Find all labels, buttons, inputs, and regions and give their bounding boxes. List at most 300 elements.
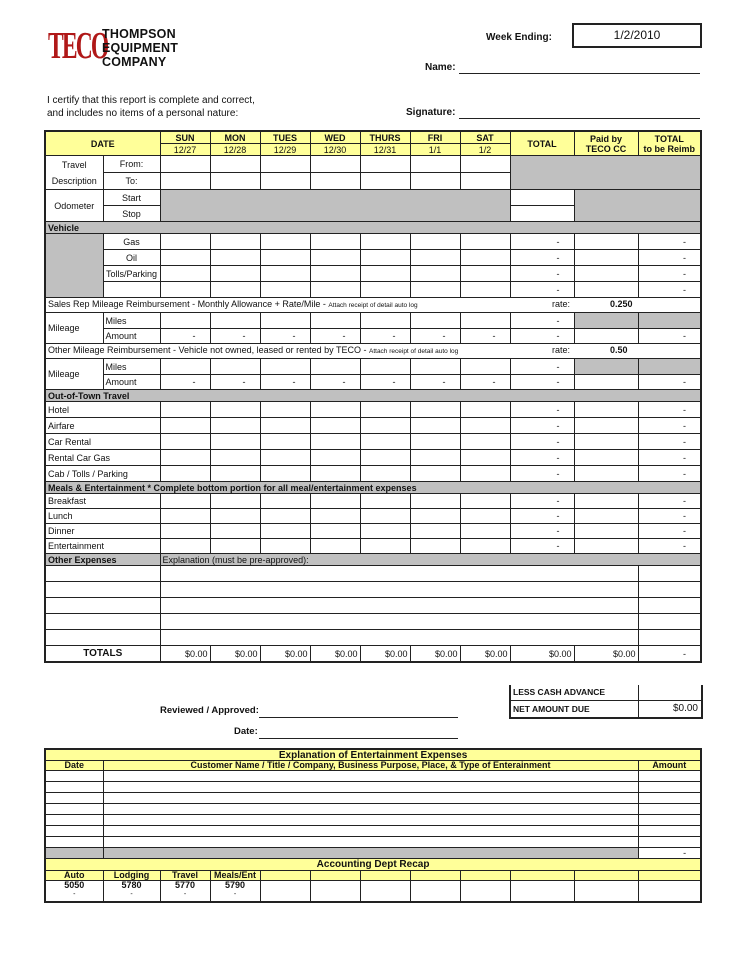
recap-header [638, 871, 701, 881]
input-cell[interactable] [310, 156, 360, 173]
input-cell[interactable] [638, 837, 701, 848]
from-label: From: [103, 156, 160, 173]
shaded-cell [574, 359, 638, 375]
input-cell[interactable] [460, 234, 510, 250]
input-cell[interactable] [210, 402, 260, 418]
entertainment-total: - [638, 848, 701, 859]
input-cell[interactable] [360, 466, 410, 482]
shaded-cell [45, 848, 103, 859]
total-value: - [510, 234, 574, 250]
entertainment-row [45, 793, 701, 804]
expense-row [45, 402, 701, 418]
input-cell[interactable] [410, 250, 460, 266]
reviewed-label: Reviewed / Approved: [160, 705, 259, 716]
expense-row [45, 466, 701, 482]
input-cell[interactable] [574, 539, 638, 554]
computed-value: - [210, 375, 260, 390]
input-cell[interactable] [210, 494, 260, 509]
input-cell[interactable] [210, 418, 260, 434]
reimb-value: - [638, 418, 701, 434]
explanation-input[interactable] [160, 614, 638, 630]
input-cell[interactable] [360, 509, 410, 524]
input-cell[interactable] [310, 234, 360, 250]
input-cell[interactable] [638, 598, 701, 614]
miles-row [45, 359, 701, 375]
input-cell[interactable] [310, 282, 360, 298]
input-cell[interactable] [45, 598, 160, 614]
input-cell[interactable] [574, 250, 638, 266]
grand-total: $0.00 [510, 646, 574, 663]
input-cell[interactable] [360, 402, 410, 418]
input-cell[interactable] [410, 359, 460, 375]
date-cell: 1/2 [460, 144, 510, 156]
recap-header [310, 871, 360, 881]
input-cell[interactable] [160, 450, 210, 466]
reimb-value: - [638, 450, 701, 466]
day-header: MON [210, 131, 260, 144]
input-cell[interactable] [460, 509, 510, 524]
total-value: - [510, 434, 574, 450]
input-cell[interactable] [45, 793, 103, 804]
recap-row [45, 881, 701, 903]
section-row [45, 222, 701, 234]
title-row [45, 859, 701, 871]
input-cell[interactable] [160, 539, 210, 554]
input-cell[interactable] [410, 418, 460, 434]
input-cell[interactable] [310, 250, 360, 266]
input-cell[interactable] [160, 509, 210, 524]
input-cell[interactable] [310, 402, 360, 418]
computed-value: - [460, 375, 510, 390]
mileage-label: Mileage [45, 359, 103, 390]
input-cell[interactable] [310, 359, 360, 375]
input-cell[interactable] [574, 524, 638, 539]
input-cell[interactable] [160, 313, 210, 329]
review-date-field[interactable] [259, 724, 458, 739]
totals-row [45, 646, 701, 663]
input-cell[interactable] [210, 509, 260, 524]
reimb-header-line: to be Reimb [643, 143, 695, 154]
input-cell[interactable] [460, 418, 510, 434]
input-cell[interactable] [574, 434, 638, 450]
name-field[interactable] [459, 59, 700, 74]
reviewed-field[interactable] [259, 703, 458, 718]
day-header: SAT [460, 131, 510, 144]
input-cell[interactable] [574, 466, 638, 482]
input-cell[interactable] [210, 539, 260, 554]
vehicle-section-header: Vehicle [45, 222, 701, 234]
input-cell[interactable] [574, 329, 638, 344]
input-cell[interactable] [45, 782, 103, 793]
input-cell[interactable] [638, 614, 701, 630]
input-cell[interactable] [460, 881, 510, 903]
recap-cell [103, 881, 160, 903]
amount-row [45, 375, 701, 390]
account-code: 5790 [224, 880, 246, 890]
input-cell[interactable] [103, 826, 638, 837]
totals-label: TOTALS [45, 646, 160, 663]
less-cash-advance-field[interactable] [639, 685, 701, 700]
amount-row [45, 329, 701, 344]
input-cell[interactable] [460, 250, 510, 266]
expense-label: Entertainment [45, 539, 160, 554]
input-cell[interactable] [460, 156, 510, 173]
input-cell[interactable] [45, 804, 103, 815]
input-cell[interactable] [360, 450, 410, 466]
input-cell[interactable] [160, 359, 210, 375]
input-cell[interactable] [160, 173, 210, 190]
input-cell[interactable] [260, 418, 310, 434]
shaded-cell [103, 848, 638, 859]
input-cell[interactable] [460, 282, 510, 298]
input-cell[interactable] [460, 450, 510, 466]
mileage-info-row [45, 344, 701, 359]
input-cell[interactable] [45, 630, 160, 646]
input-cell[interactable] [460, 359, 510, 375]
input-cell[interactable] [638, 804, 701, 815]
input-cell[interactable] [574, 418, 638, 434]
input-cell[interactable] [45, 837, 103, 848]
entertainment-total-row [45, 848, 701, 859]
input-cell[interactable] [103, 804, 638, 815]
input-cell[interactable] [510, 881, 574, 903]
input-cell[interactable] [260, 881, 310, 903]
amount-column-header: Amount [638, 761, 701, 771]
computed-value: - [260, 375, 310, 390]
input-cell[interactable] [260, 450, 310, 466]
computed-value: - [160, 329, 210, 344]
input-cell[interactable] [410, 266, 460, 282]
input-cell[interactable] [103, 815, 638, 826]
teco-logo: TECO [48, 25, 108, 67]
expense-label: Rental Car Gas [45, 450, 160, 466]
reimb-total: - [638, 646, 701, 663]
input-cell[interactable] [260, 524, 310, 539]
input-cell[interactable] [210, 434, 260, 450]
input-cell[interactable] [210, 266, 260, 282]
input-cell[interactable] [410, 313, 460, 329]
input-cell[interactable] [160, 282, 210, 298]
input-cell[interactable] [160, 524, 210, 539]
input-cell[interactable] [410, 450, 460, 466]
rate-label: rate: [552, 345, 571, 355]
less-cash-advance-label: LESS CASH ADVANCE [511, 685, 639, 700]
input-cell[interactable] [460, 539, 510, 554]
section-header: Out-of-Town Travel [45, 390, 701, 402]
input-cell[interactable] [210, 466, 260, 482]
input-cell[interactable] [638, 793, 701, 804]
header-row [45, 131, 701, 144]
recap-header [360, 871, 410, 881]
input-cell[interactable] [638, 630, 701, 646]
recap-header: Lodging [103, 871, 160, 881]
input-cell[interactable] [460, 524, 510, 539]
input-cell[interactable] [160, 494, 210, 509]
input-cell[interactable] [460, 173, 510, 190]
other-expense-row [45, 566, 701, 582]
day-header: WED [310, 131, 360, 144]
input-cell[interactable] [638, 771, 701, 782]
signature-field[interactable] [459, 104, 700, 119]
input-cell[interactable] [574, 402, 638, 418]
day-total: $0.00 [460, 646, 510, 663]
input-cell[interactable] [638, 566, 701, 582]
input-cell[interactable] [260, 509, 310, 524]
input-cell[interactable] [160, 156, 210, 173]
review-date-label: Date: [234, 726, 258, 737]
total-value: - [510, 375, 574, 390]
account-value: - [73, 891, 76, 898]
expense-row [45, 494, 701, 509]
input-cell[interactable] [160, 266, 210, 282]
input-cell[interactable] [460, 266, 510, 282]
input-cell[interactable] [360, 494, 410, 509]
input-cell[interactable] [260, 282, 310, 298]
total-value: - [510, 250, 574, 266]
input-cell[interactable] [360, 250, 410, 266]
travel-description-label [45, 156, 103, 190]
input-cell[interactable] [45, 566, 160, 582]
input-cell[interactable] [310, 266, 360, 282]
input-cell[interactable] [410, 434, 460, 450]
input-cell[interactable] [574, 234, 638, 250]
mileage-description: Other Mileage Reimbursement - Vehicle not owned, leased or rented by TECO - [48, 345, 369, 355]
input-cell[interactable] [45, 614, 160, 630]
input-cell[interactable] [574, 509, 638, 524]
mileage-description: Sales Rep Mileage Reimbursement - Monthly Allowance + Rate/Mile - [48, 299, 329, 309]
input-cell[interactable] [260, 539, 310, 554]
input-cell[interactable] [45, 771, 103, 782]
input-cell[interactable] [574, 450, 638, 466]
recap-cell [160, 881, 210, 903]
input-cell[interactable] [574, 375, 638, 390]
input-cell[interactable] [310, 524, 360, 539]
input-cell[interactable] [310, 313, 360, 329]
total-value: - [510, 466, 574, 482]
input-cell[interactable] [103, 793, 638, 804]
expense-label: Cab / Tolls / Parking [45, 466, 160, 482]
rate-value: 0.50 [610, 345, 628, 355]
input-cell[interactable] [410, 494, 460, 509]
expense-label: Hotel [45, 402, 160, 418]
day-total: $0.00 [360, 646, 410, 663]
input-cell[interactable] [210, 173, 260, 190]
input-cell[interactable] [310, 881, 360, 903]
day-header: FRI [410, 131, 460, 144]
total-value: - [510, 359, 574, 375]
input-cell[interactable] [410, 509, 460, 524]
other-expense-row [45, 582, 701, 598]
input-cell[interactable] [410, 881, 460, 903]
input-cell[interactable] [103, 771, 638, 782]
entertainment-grid [44, 748, 702, 903]
odometer-total[interactable] [510, 190, 574, 206]
reimb-value: - [638, 250, 701, 266]
vehicle-item-label [103, 282, 160, 298]
recap-header [260, 871, 310, 881]
input-cell[interactable] [160, 466, 210, 482]
input-cell[interactable] [260, 359, 310, 375]
day-header: THURS [360, 131, 410, 144]
section-header: Meals & Entertainment * Complete bottom portion for all meal/entertainment expenses [45, 482, 701, 494]
input-cell[interactable] [260, 402, 310, 418]
input-cell[interactable] [360, 418, 410, 434]
input-cell[interactable] [638, 826, 701, 837]
input-cell[interactable] [210, 282, 260, 298]
input-cell[interactable] [210, 524, 260, 539]
signature-label: Signature: [406, 107, 456, 118]
input-cell[interactable] [574, 494, 638, 509]
input-cell[interactable] [460, 313, 510, 329]
input-cell[interactable] [360, 359, 410, 375]
input-cell[interactable] [310, 509, 360, 524]
input-cell[interactable] [360, 434, 410, 450]
input-cell[interactable] [103, 782, 638, 793]
paid-header-line: Paid by [589, 133, 622, 144]
input-cell[interactable] [160, 234, 210, 250]
title-row [45, 749, 701, 761]
input-cell[interactable] [574, 282, 638, 298]
vehicle-row [45, 250, 701, 266]
day-total: $0.00 [410, 646, 460, 663]
input-cell[interactable] [310, 434, 360, 450]
input-cell[interactable] [460, 402, 510, 418]
computed-value: - [160, 375, 210, 390]
input-cell[interactable] [45, 826, 103, 837]
vehicle-row [45, 266, 701, 282]
week-ending-label: Week Ending: [486, 32, 552, 43]
start-label: Start [103, 190, 160, 206]
entertainment-row [45, 837, 701, 848]
total-value: - [510, 402, 574, 418]
account-value: - [130, 891, 133, 898]
reimb-value: - [638, 375, 701, 390]
input-cell[interactable] [210, 250, 260, 266]
date-cell: 12/31 [360, 144, 410, 156]
amount-label: Amount [103, 375, 160, 390]
other-expenses-header: Other Expenses [45, 554, 160, 566]
total-value: - [510, 509, 574, 524]
input-cell[interactable] [360, 282, 410, 298]
computed-value: - [360, 329, 410, 344]
vehicle-item-label: Gas [103, 234, 160, 250]
input-cell[interactable] [360, 156, 410, 173]
date-header: DATE [45, 131, 160, 156]
input-cell[interactable] [410, 173, 460, 190]
input-cell[interactable] [310, 539, 360, 554]
total-value: - [510, 329, 574, 344]
company-name-line: COMPANY [102, 55, 167, 69]
explanation-input[interactable] [160, 630, 638, 646]
input-cell[interactable] [260, 494, 310, 509]
input-cell[interactable] [260, 173, 310, 190]
explanation-input[interactable] [160, 598, 638, 614]
input-cell[interactable] [260, 234, 310, 250]
input-cell[interactable] [638, 582, 701, 598]
input-cell[interactable] [160, 402, 210, 418]
input-cell[interactable] [410, 524, 460, 539]
stop-label: Stop [103, 206, 160, 222]
input-cell[interactable] [103, 837, 638, 848]
vehicle-row [45, 234, 701, 250]
input-cell[interactable] [360, 313, 410, 329]
input-cell[interactable] [360, 881, 410, 903]
input-cell[interactable] [360, 266, 410, 282]
input-cell[interactable] [360, 524, 410, 539]
input-cell[interactable] [574, 266, 638, 282]
input-cell[interactable] [460, 466, 510, 482]
input-cell[interactable] [410, 539, 460, 554]
input-cell[interactable] [410, 466, 460, 482]
input-cell[interactable] [460, 434, 510, 450]
input-cell[interactable] [210, 234, 260, 250]
input-cell[interactable] [360, 539, 410, 554]
input-cell[interactable] [260, 266, 310, 282]
mileage-label: Mileage [45, 313, 103, 344]
computed-value: - [410, 375, 460, 390]
input-cell[interactable] [410, 402, 460, 418]
input-cell[interactable] [410, 156, 460, 173]
input-cell[interactable] [260, 434, 310, 450]
net-amount-due-label: NET AMOUNT DUE [511, 701, 639, 717]
input-cell[interactable] [160, 434, 210, 450]
input-cell[interactable] [260, 250, 310, 266]
input-cell[interactable] [310, 418, 360, 434]
input-cell[interactable] [260, 313, 310, 329]
day-total: $0.00 [160, 646, 210, 663]
expense-row [45, 418, 701, 434]
input-cell[interactable] [310, 466, 360, 482]
input-cell[interactable] [45, 582, 160, 598]
input-cell[interactable] [638, 881, 701, 903]
shaded-cell [574, 190, 701, 222]
recap-header [410, 871, 460, 881]
explanation-input[interactable] [160, 566, 638, 582]
input-cell[interactable] [310, 173, 360, 190]
entertainment-row [45, 826, 701, 837]
input-cell[interactable] [638, 782, 701, 793]
computed-value: - [360, 375, 410, 390]
input-cell[interactable] [210, 156, 260, 173]
recap-header: Meals/Ent [210, 871, 260, 881]
input-cell[interactable] [310, 494, 360, 509]
computed-value: - [260, 329, 310, 344]
input-cell[interactable] [210, 359, 260, 375]
input-cell[interactable] [260, 466, 310, 482]
input-cell[interactable] [260, 156, 310, 173]
reimb-value: - [638, 282, 701, 298]
input-cell[interactable] [210, 313, 260, 329]
input-cell[interactable] [638, 815, 701, 826]
input-cell[interactable] [160, 250, 210, 266]
input-cell[interactable] [310, 450, 360, 466]
mileage-note: Attach receipt of detail auto log [328, 302, 418, 309]
week-ending-field[interactable]: 1/2/2010 [572, 23, 702, 48]
input-cell[interactable] [410, 282, 460, 298]
input-cell[interactable] [210, 450, 260, 466]
input-cell[interactable] [460, 494, 510, 509]
explanation-input[interactable] [160, 582, 638, 598]
input-cell[interactable] [160, 418, 210, 434]
entertainment-row [45, 815, 701, 826]
input-cell[interactable] [410, 234, 460, 250]
input-cell[interactable] [360, 173, 410, 190]
input-cell[interactable] [45, 815, 103, 826]
input-cell[interactable] [360, 234, 410, 250]
odometer-total[interactable] [510, 206, 574, 222]
input-cell[interactable] [574, 881, 638, 903]
reimb-value: - [638, 466, 701, 482]
